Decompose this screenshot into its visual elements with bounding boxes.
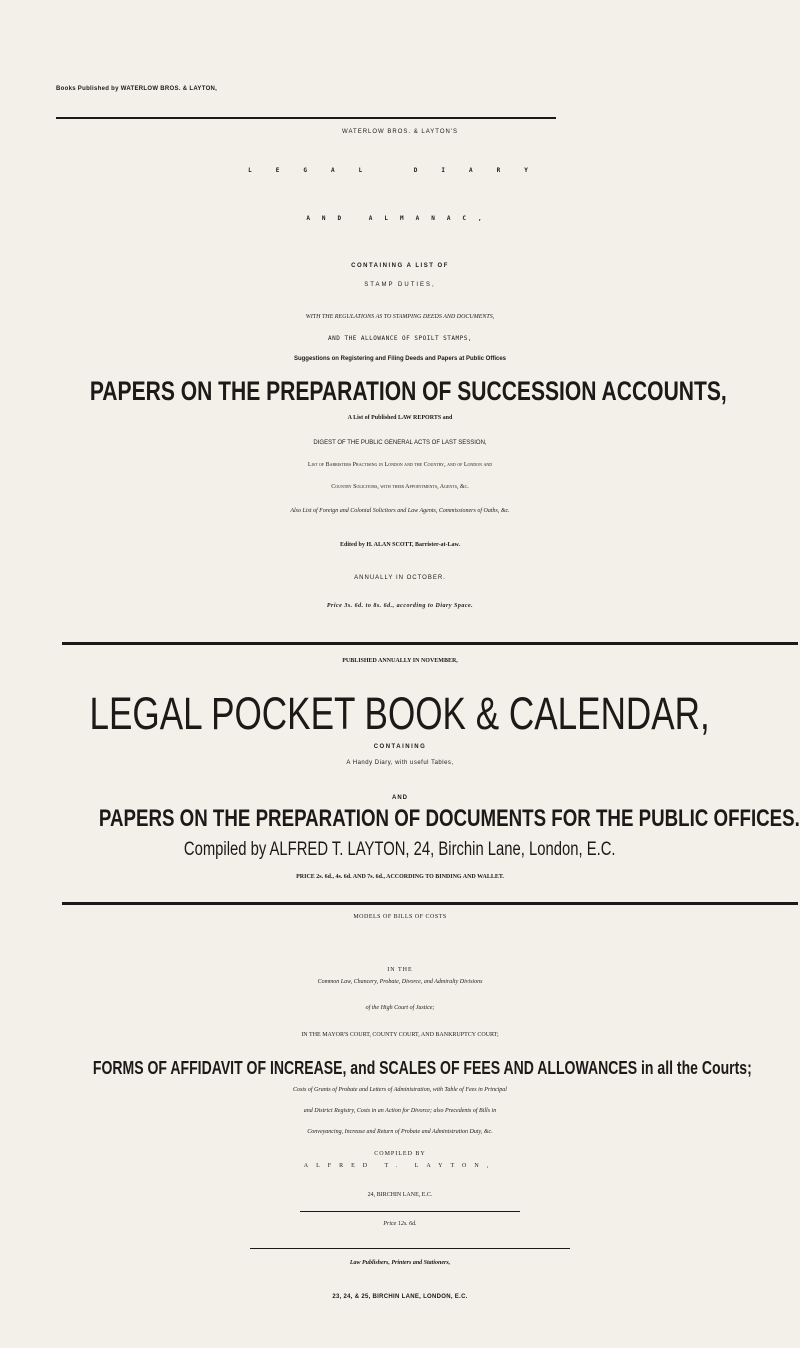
models-price-rule	[250, 1248, 570, 1249]
diary-stamp-duties: STAMP DUTIES,	[364, 282, 436, 288]
pocket-title	[0, 688, 800, 739]
models-title: MODELS OF BILLS OF COSTS	[353, 914, 447, 920]
models-forms-text: FORMS OF AFFIDAVIT OF INCREASE, and SCALES OF FEES AND ALLOWANCES in all the Courts;	[92, 1058, 752, 1078]
models-costs-3: Conveyancing, Increase and Return of Probate and Administration Duty, &c.	[307, 1129, 493, 1135]
pocket-handy: A Handy Diary, with useful Tables,	[346, 760, 454, 766]
models-address: 24, BIRCHIN LANE, E.C.	[367, 1192, 433, 1198]
pocket-and: AND	[392, 795, 408, 801]
footer-trade: Law Publishers, Printers and Stationers,	[349, 1260, 451, 1266]
diary-containing: CONTAINING A LIST OF	[351, 263, 449, 269]
diary-edited: Edited by H. ALAN SCOTT, Barrister-at-Law.	[339, 542, 460, 548]
page-header: Books Published by WATERLOW BROS. & LAYTON,	[56, 86, 218, 92]
pocket-compiled	[0, 840, 800, 859]
diary-suggestions: Suggestions on Registering and Filing Deeds and Papers at Public Offices	[293, 356, 507, 362]
diary-also-list: Also List of Foreign and Colonial Solicitors and Law Agents, Commissioners of Oaths, &c.	[290, 508, 510, 514]
diary-digest: DIGEST OF THE PUBLIC GENERAL ACTS OF LAST SESSION,	[313, 440, 487, 446]
pocket-compiled-text: Compiled by ALFRED T. LAYTON, 24, Birchin Lane, London, E.C.	[184, 839, 616, 860]
diary-annually: ANNUALLY IN OCTOBER.	[354, 575, 446, 581]
models-price: Price 12s. 6d.	[383, 1221, 417, 1227]
models-costs-2: and District Registry, Costs in an Action for Divorce; also Precedents of Bills in	[303, 1108, 497, 1114]
pocket-containing: CONTAINING	[373, 744, 427, 750]
diary-succession	[0, 378, 800, 405]
models-address-rule	[300, 1211, 520, 1212]
diary-title-line: WATERLOW BROS. & LAYTON'S	[342, 129, 458, 135]
section-divider-2	[62, 902, 798, 905]
diary-title-big: LEGAL DIARY	[248, 167, 552, 174]
diary-barristers-2: Country Solicitors, with their Appointments, Agents, &c.	[331, 484, 469, 490]
pocket-price: PRICE 2s. 6d., 4s. 6d. AND 7s. 6d., ACCORDING TO BINDING AND WALLET.	[296, 874, 504, 880]
diary-title-sub: AND ALMANAC,	[306, 215, 494, 222]
diary-law-reports: A List of Published LAW REPORTS and	[347, 415, 453, 421]
models-forms	[0, 1059, 800, 1077]
diary-barristers-1: List of Barristers Practising in London and the Country, and of London and	[307, 462, 493, 468]
models-courts-1: Common Law, Chancery, Probate, Divorce, and Admiralty Divisions	[317, 979, 483, 985]
models-mayors: IN THE MAYOR'S COURT, COUNTY COURT, AND BANKRUPTCY COURT;	[301, 1032, 499, 1038]
models-author: ALFRED T. LAYTON,	[303, 1163, 497, 1169]
diary-succession-text: PAPERS ON THE PREPARATION OF SUCCESSION ACCOUNTS,	[89, 376, 727, 406]
models-in-the: IN THE	[387, 967, 413, 973]
pocket-title-text: LEGAL POCKET BOOK & CALENDAR,	[89, 688, 711, 739]
diary-price: Price 3s. 6d. to 8s. 6d., according to Diary Space.	[326, 603, 474, 609]
models-compiled-by: COMPILED BY	[374, 1151, 426, 1157]
header-rule	[56, 117, 556, 119]
models-courts-2: of the High Court of Justice;	[365, 1005, 435, 1011]
footer-address: 23, 24, & 25, BIRCHIN LANE, LONDON, E.C.	[332, 1294, 468, 1300]
pocket-papers-text: PAPERS ON THE PREPARATION OF DOCUMENTS FOR THE PUBLIC OFFICES.	[98, 805, 800, 832]
pocket-published: PUBLISHED ANNUALLY IN NOVEMBER,	[342, 658, 458, 664]
section-divider-1	[62, 642, 798, 645]
diary-allowance: AND THE ALLOWANCE OF SPOILT STAMPS,	[328, 335, 472, 342]
models-costs-1: Costs of Grants of Probate and Letters of Administration, with Table of Fees in Principal	[293, 1087, 507, 1093]
diary-regulations: WITH THE REGULATIONS AS TO STAMPING DEEDS AND DOCUMENTS,	[305, 314, 495, 320]
pocket-papers	[0, 807, 800, 831]
